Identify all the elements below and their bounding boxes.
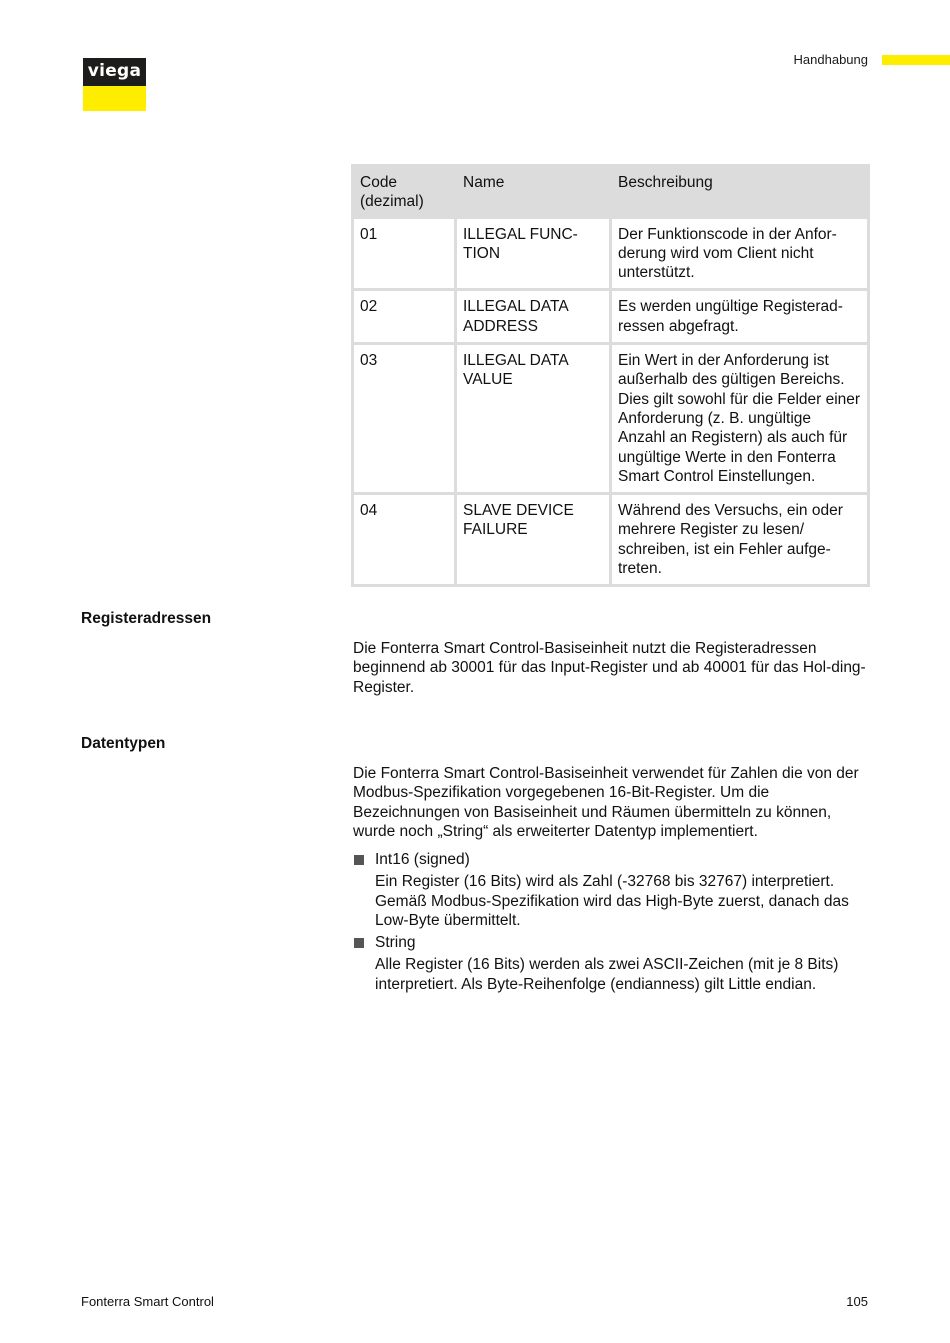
name-cell: ILLEGAL FUNC-TION (456, 217, 611, 290)
datentypen-heading: Datentypen (81, 735, 166, 752)
logo-wordmark: viega (83, 58, 146, 86)
logo-yellow-block (83, 86, 146, 111)
exception-code-table (351, 164, 870, 587)
list-item-title: String (375, 934, 416, 951)
column-header-description: Beschreibung (611, 166, 869, 218)
viega-logo (83, 58, 146, 111)
table-row (353, 290, 869, 344)
table-header-row (353, 166, 869, 218)
description-cell: Es werden ungültige Registerad-ressen abgefragt. (611, 290, 869, 344)
description-cell: Der Funktionscode in der Anfor-derung wird vom Client nicht unterstützt. (611, 217, 869, 290)
table-row (353, 344, 869, 494)
list-item-body: Ein Register (16 Bits) wird als Zahl (-32768 bis 32767) interpretiert. Gemäß Modbus-Spezifikation wird das High-Byte zuerst, danach das Low-Byte übermittelt. (375, 873, 849, 929)
table-row (353, 217, 869, 290)
code-cell: 01 (353, 217, 456, 290)
section-label: Handhabung (793, 52, 868, 67)
name-cell: ILLEGAL DATA ADDRESS (456, 290, 611, 344)
list-item-title: Int16 (signed) (375, 851, 470, 868)
name-cell: ILLEGAL DATA VALUE (456, 344, 611, 494)
name-cell: SLAVE DEVICE FAILURE (456, 494, 611, 586)
list-item-body: Alle Register (16 Bits) werden als zwei ASCII-Zeichen (mit je 8 Bits) interpretiert. Als Byte-Reihenfolge (endianness) gilt Little endian. (375, 956, 839, 993)
code-cell: 02 (353, 290, 456, 344)
code-cell: 04 (353, 494, 456, 586)
footer-product-name: Fonterra Smart Control (81, 1294, 214, 1309)
description-cell: Ein Wert in der Anforderung ist außerhalb des gültigen Bereichs. Dies gilt sowohl für die Felder einer Anforderung (z. B. ungültige Anzahl an Registern) als auch für ungültige Werte in den Fonterra Smart Control Einstellungen. (611, 344, 869, 494)
table-row (353, 494, 869, 586)
section-marker-bar (882, 55, 950, 65)
list-item (353, 850, 873, 930)
column-header-code: Code (dezimal) (353, 166, 456, 218)
code-cell: 03 (353, 344, 456, 494)
square-bullet-icon (354, 855, 364, 865)
column-header-name: Name (456, 166, 611, 218)
registeradressen-heading: Registeradressen (81, 610, 212, 627)
square-bullet-icon (354, 938, 364, 948)
description-cell: Während des Versuchs, ein oder mehrere Register zu lesen/ schreiben, ist ein Fehler aufge-treten. (611, 494, 869, 586)
datentypen-text: Die Fonterra Smart Control-Basiseinheit verwendet für Zahlen die von der Modbus-Spezifikation vorgegebenen 16-Bit-Register. Um die Bezeichnungen von Basiseinheit und Räumen übermitteln zu können, wurde noch „String“ als erweiterter Datentyp implementiert. (353, 765, 859, 840)
registeradressen-text: Die Fonterra Smart Control-Basiseinheit nutzt die Registeradressen beginnend ab 30001 für das Input-Register und ab 40001 für das Hol-ding-Register. (353, 640, 866, 696)
page-number: 105 (846, 1294, 868, 1309)
list-item (353, 933, 873, 994)
